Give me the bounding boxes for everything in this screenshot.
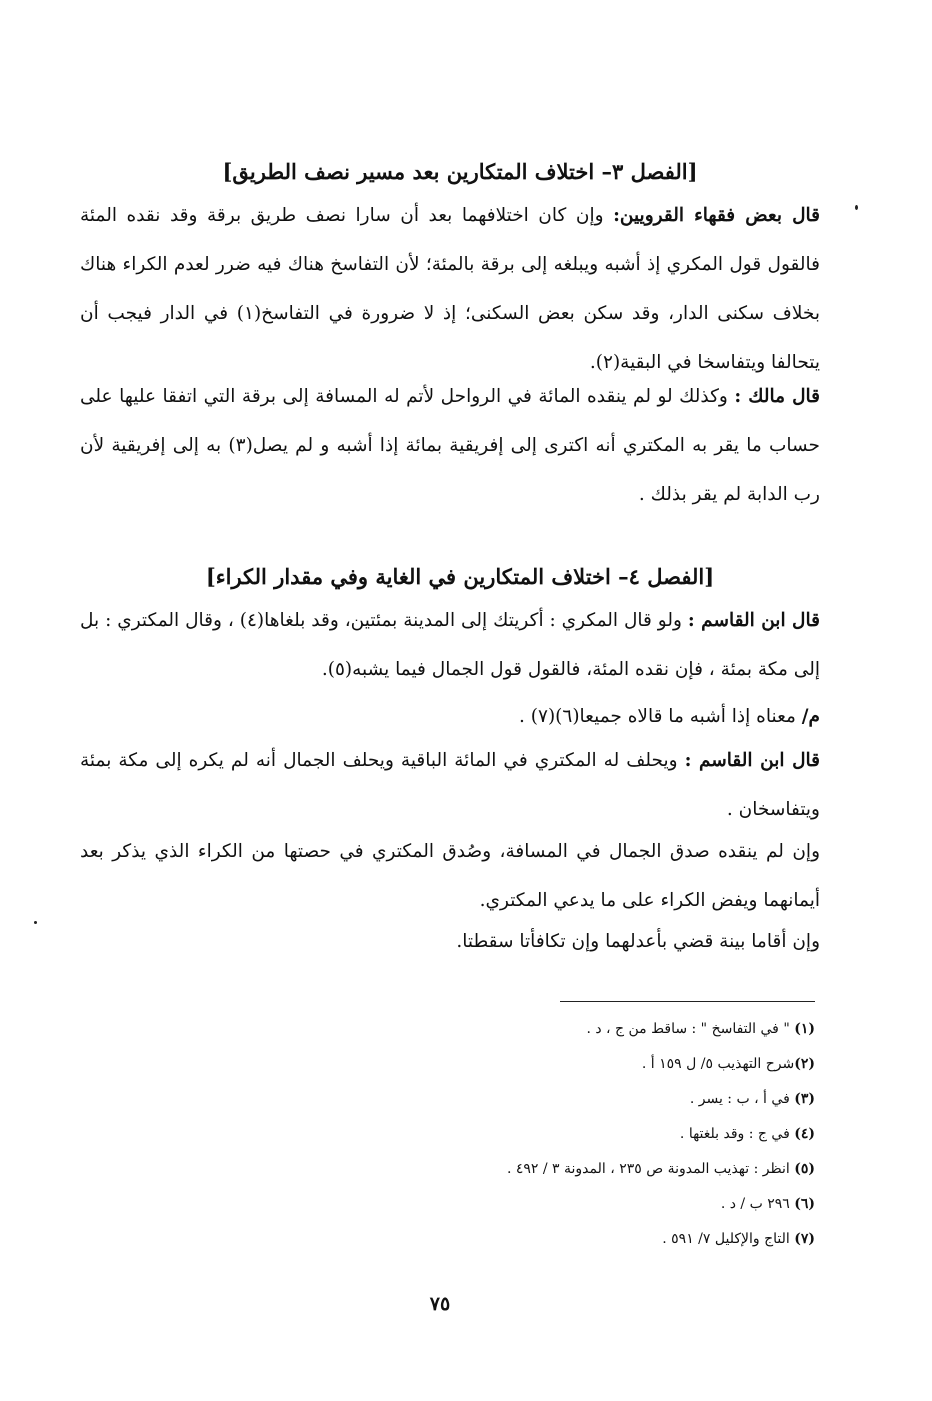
footnote-number: (٧) <box>794 1231 815 1247</box>
footnote-text: انظر : تهذيب المدونة ص ٢٣٥ ، المدونة ٣ / ٤٩٢ . <box>506 1161 795 1177</box>
paragraph-text: ولو قال المكري : أكريتك إلى المدينة بمئتين، وقد بلغاها(٤) ، وقال المكتري : بل إلى مكة بمئة ، فإن نقده المئة، فالقول قول الجمال فيما يشبه(٥). <box>80 610 820 680</box>
footnote-text: ٢٩٦ ب / د . <box>720 1196 795 1212</box>
footnote-item <box>255 1012 815 1047</box>
section-4-heading: [الفصل ٤– اختلاف المتكارين في الغاية وفي مقدار الكراء] <box>205 564 715 589</box>
footnote-item <box>255 1082 815 1117</box>
section-4-note <box>80 692 820 741</box>
paragraph-text: وكذلك لو لم ينقده المائة في الرواحل لأتم له المسافة إلى برقة التي اتفقا عليها على حساب ما يقر به المكتري أنه اكترى إلى إفريقية بمائة إذا أشبه و لم يصل(٣) به إلى إفريقية لأن رب الدابة لم يقر بذلك . <box>80 386 820 505</box>
footnote-item <box>255 1117 815 1152</box>
footnote-text: في ج : وقد بلغتها . <box>679 1126 795 1142</box>
paragraph-lead: قال بعض فقهاء القرويين: <box>613 205 820 226</box>
section-3-paragraph-2 <box>80 372 820 519</box>
section-4-paragraph-2 <box>80 736 820 834</box>
footnote-number: (٤) <box>794 1126 815 1142</box>
footnote-number: (٢) <box>794 1056 815 1072</box>
footnote-item <box>255 1152 815 1187</box>
note-text: معناه إذا أشبه ما قالاه جميعا(٦)(٧) . <box>519 706 802 727</box>
footnote-item <box>255 1187 815 1222</box>
scan-speck <box>855 205 858 210</box>
section-4-paragraph-4: وإن أقاما بينة قضي بأعدلهما وإن تكافأتا سقطتا. <box>456 931 820 952</box>
footnote-separator <box>560 1001 815 1002</box>
footnote-item <box>255 1222 815 1257</box>
footnote-number: (١) <box>794 1021 815 1037</box>
section-4-paragraph-1 <box>80 596 820 694</box>
footnote-text: في أ ، ب : يسر . <box>689 1091 795 1107</box>
page-number: ٧٥ <box>429 1293 451 1315</box>
section-3-heading: [الفصل ٣– اختلاف المتكارين بعد مسير نصف الطريق] <box>222 159 698 184</box>
paragraph-text: ويحلف له المكتري في المائة الباقية ويحلف الجمال أنه لم يكره إلى مكة بمئة ويتفاسخان . <box>80 750 820 820</box>
note-lead: م/ <box>801 706 820 727</box>
footnote-number: (٥) <box>794 1161 815 1177</box>
footnote-text: التاج والإكليل ٧/ ٥٩١ . <box>662 1231 795 1247</box>
footnote-text: شرح التهذيب ٥/ ل ١٥٩ أ . <box>641 1056 795 1072</box>
footnotes-list <box>255 1012 815 1257</box>
section-3-paragraph-1 <box>80 191 820 387</box>
footnote-item <box>255 1047 815 1082</box>
footnote-text: " في التفاسخ " : ساقط من ج ، د . <box>586 1021 795 1037</box>
footnote-number: (٣) <box>794 1091 815 1107</box>
paragraph-lead: قال مالك : <box>734 386 820 407</box>
paragraph-text: وإن كان اختلافهما بعد أن سارا نصف طريق برقة وقد نقده المئة فالقول قول المكري إذ أشبه ويبلغه إلى برقة بالمئة؛ لأن التفاسخ هناك فيه ضرر لعدم الكراء هناك بخلاف سكنى الدار، وقد سكن بعض السكنى؛ إذ لا ضرورة في التفاسخ(١) في الدار فيجب أن يتحالفا ويتفاسخا في البقية(٢). <box>80 205 820 373</box>
paragraph-lead: قال ابن القاسم : <box>684 750 820 771</box>
footnote-number: (٦) <box>794 1196 815 1212</box>
paragraph-lead: قال ابن القاسم : <box>687 610 820 631</box>
section-4-paragraph-3: وإن لم ينقده صدق الجمال في المسافة، وصُدق المكتري في حصتها من الكراء الذي يذكر بعد أيمانهما ويفض الكراء على ما يدعي المكتري. <box>80 841 820 911</box>
scan-speck <box>34 921 37 924</box>
